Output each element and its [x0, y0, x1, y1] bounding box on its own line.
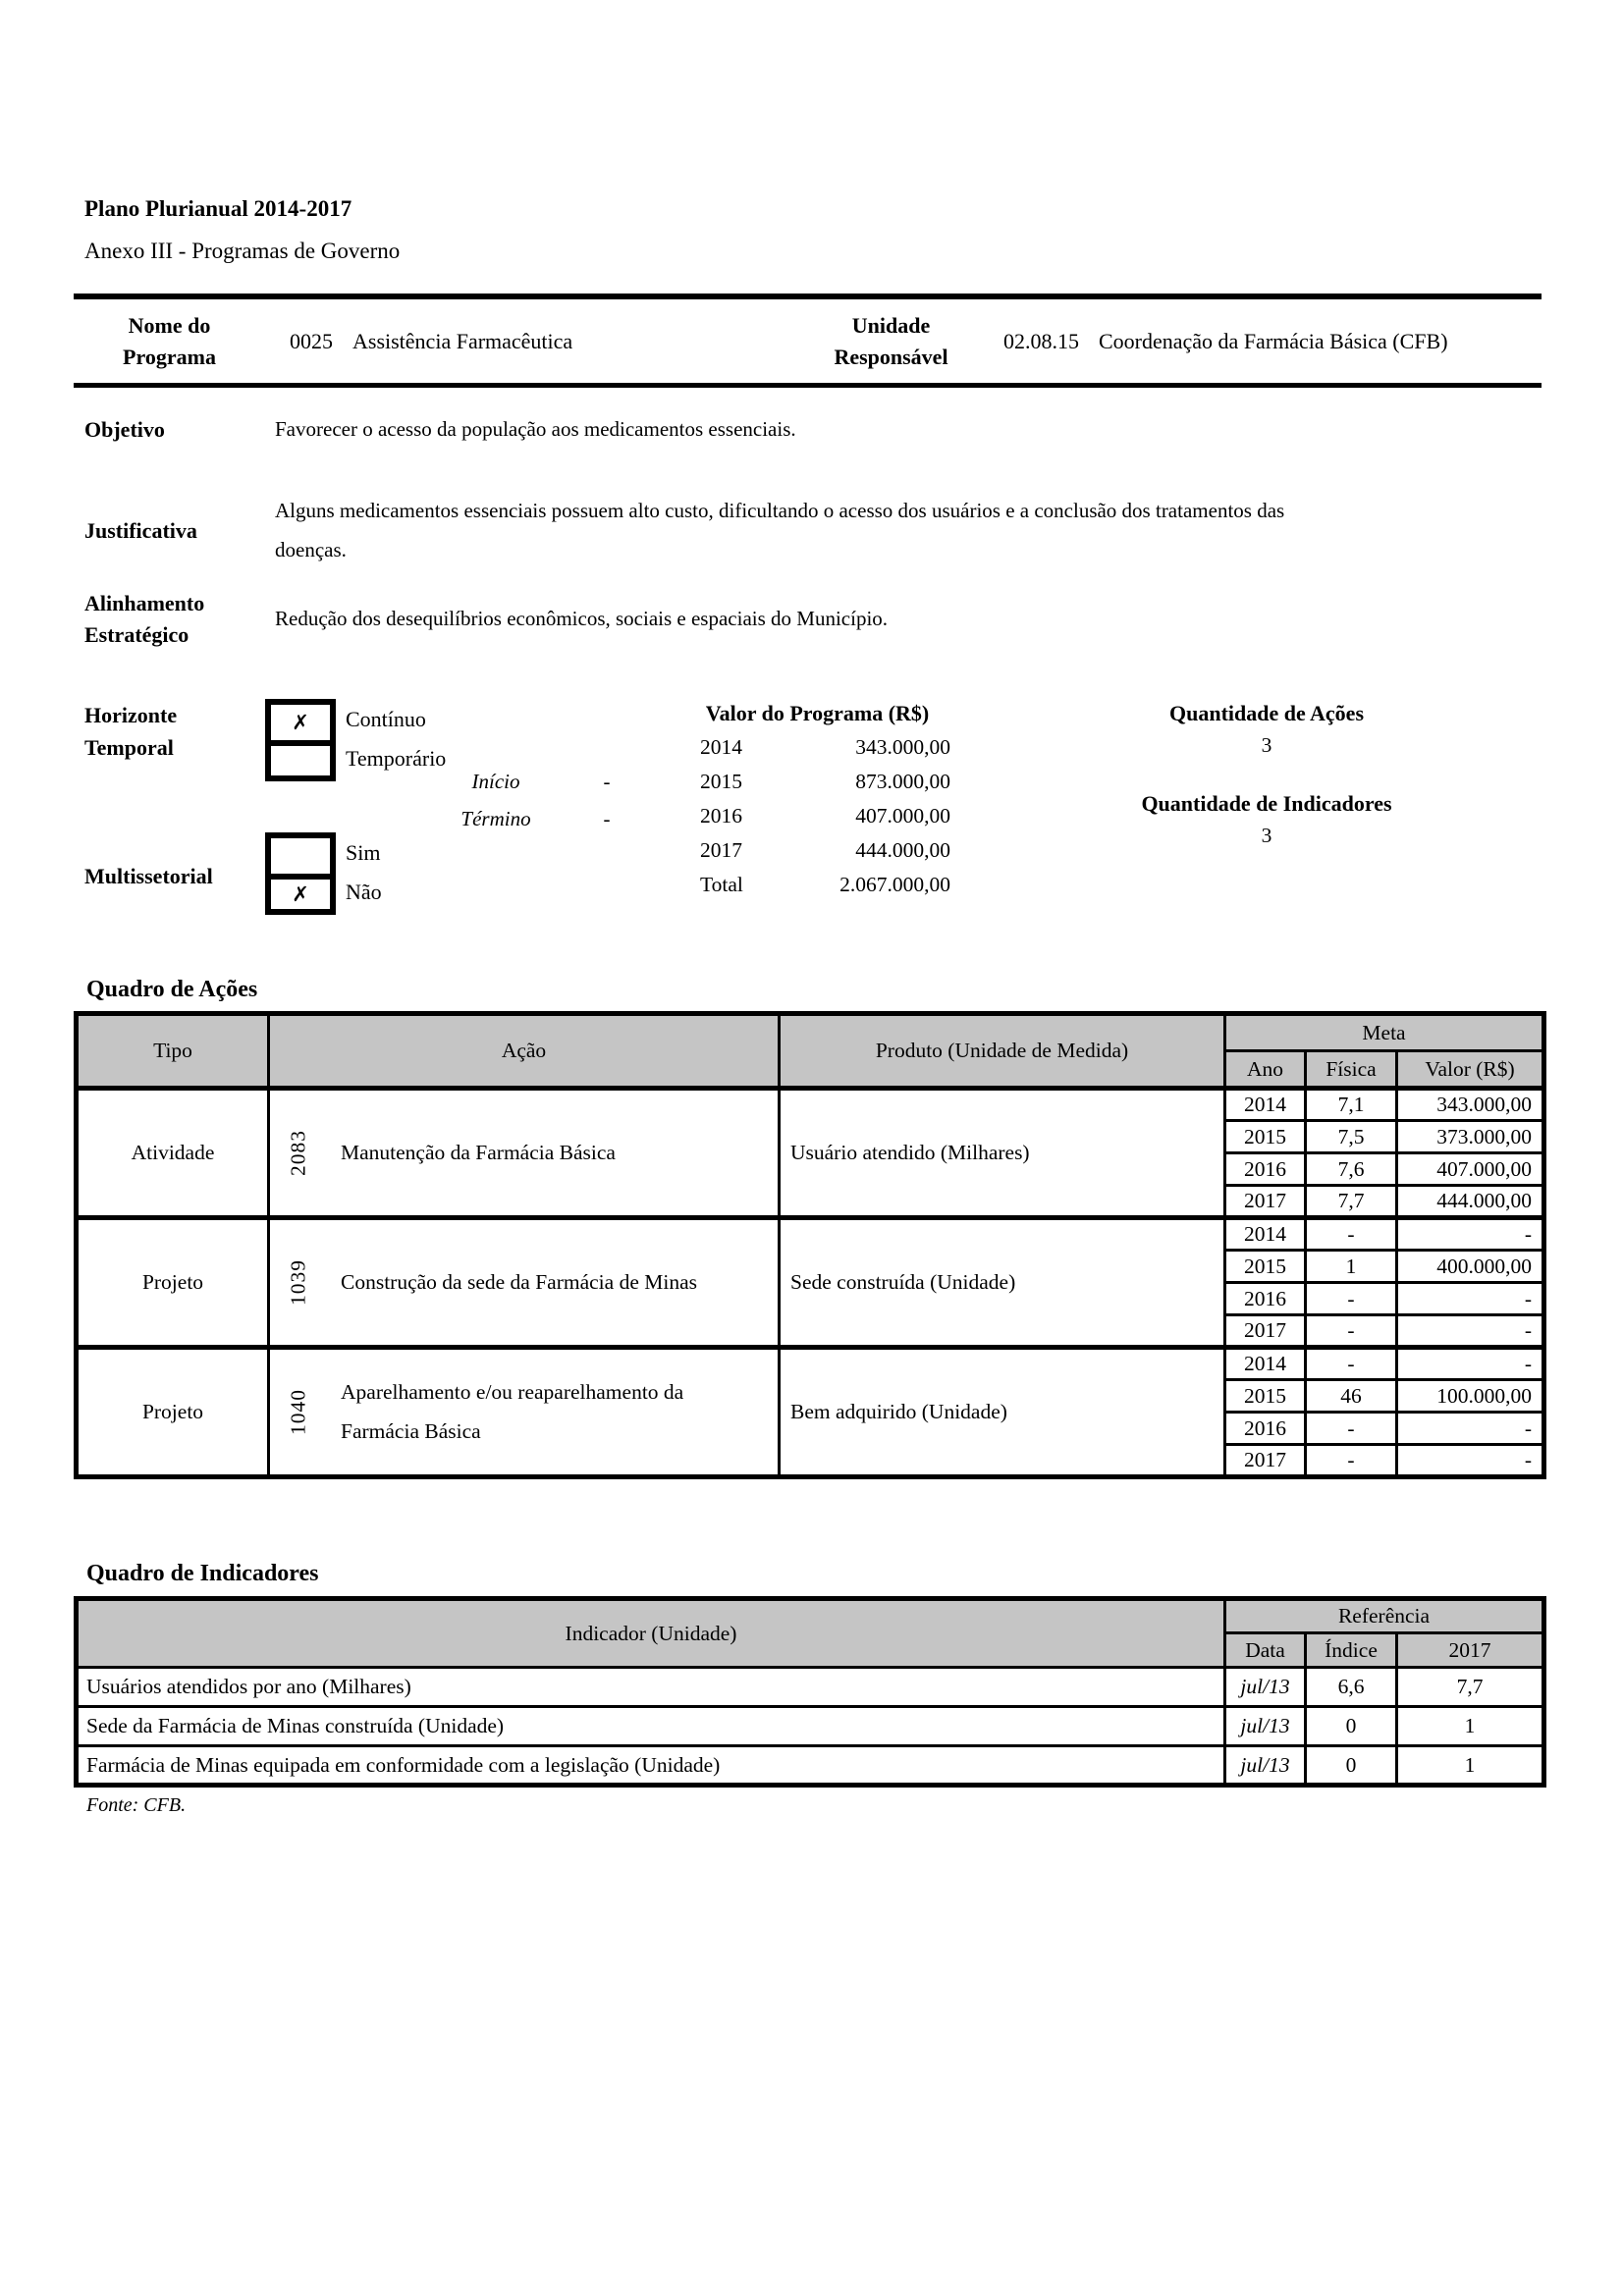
indicador-indice: 0	[1306, 1746, 1397, 1786]
quadro-indicadores-table	[74, 1596, 1546, 1788]
acao-produto: Bem adquirido (Unidade)	[780, 1348, 1225, 1477]
acao-tipo: Projeto	[77, 1218, 269, 1348]
program-header-band	[74, 294, 1542, 388]
meta-ano: 2014	[1225, 1348, 1306, 1380]
valor-programa-header: Valor do Programa (R$)	[705, 701, 930, 725]
valor-row	[673, 799, 962, 833]
indicadores-header-row-1	[77, 1599, 1544, 1633]
meta-fisica: -	[1306, 1413, 1397, 1445]
acao-cell	[269, 1348, 780, 1477]
unit-value	[982, 329, 1542, 354]
meta-valor: 343.000,00	[1397, 1089, 1544, 1121]
acao-codigo: 1040	[286, 1388, 310, 1435]
meta-fisica: -	[1306, 1445, 1397, 1477]
col-header-2017: 2017	[1397, 1633, 1544, 1668]
indicador-indice: 0	[1306, 1707, 1397, 1746]
meta-fisica: -	[1306, 1283, 1397, 1315]
continuo-label: Contínuo	[346, 707, 426, 731]
doc-subtitle: Anexo III - Programas de Governo	[84, 239, 401, 263]
valor-amount: 343.000,00	[855, 735, 950, 759]
meta-ano: 2017	[1225, 1315, 1306, 1348]
valor-year: 2016	[700, 804, 742, 828]
col-header-fisica: Física	[1306, 1051, 1397, 1089]
indicador-row	[77, 1746, 1544, 1786]
acao-tipo: Atividade	[77, 1089, 269, 1218]
indicador-meta-2017: 1	[1397, 1707, 1544, 1746]
indicador-row	[77, 1707, 1544, 1746]
indicador-nome: Usuários atendidos por ano (Milhares)	[77, 1668, 1225, 1707]
valor-row	[673, 730, 962, 765]
acao-codigo: 1039	[286, 1258, 310, 1306]
horizonte-temporal-label: Horizonte Temporal	[84, 703, 178, 760]
temporario-label: Temporário	[346, 746, 447, 771]
acao-descricao: Construção da sede da Farmácia de Minas	[341, 1269, 697, 1294]
unit-name: Coordenação da Farmácia Básica (CFB)	[1099, 328, 1448, 353]
indicador-nome: Farmácia de Minas equipada em conformidade com a legislação (Unidade)	[77, 1746, 1225, 1786]
alinhamento-text: Redução dos desequilíbrios econômicos, sociais e espaciais do Município.	[275, 606, 889, 630]
col-header-meta: Meta	[1225, 1014, 1544, 1051]
valor-programa-block	[673, 701, 962, 902]
meta-fisica: 7,5	[1306, 1121, 1397, 1153]
meta-valor: -	[1397, 1348, 1544, 1380]
meta-valor: -	[1397, 1445, 1544, 1477]
meta-ano: 2016	[1225, 1413, 1306, 1445]
meta-valor: -	[1397, 1315, 1544, 1348]
unit-label: Unidade Responsável	[834, 312, 948, 369]
col-header-tipo: Tipo	[77, 1014, 269, 1089]
meta-ano: 2016	[1225, 1153, 1306, 1186]
program-name-label: Nome do Programa	[123, 312, 216, 369]
meta-ano: 2014	[1225, 1089, 1306, 1121]
acao-descricao: Manutenção da Farmácia Básica	[341, 1140, 616, 1164]
valor-total-label: Total	[700, 873, 743, 896]
acao-produto: Usuário atendido (Milhares)	[780, 1089, 1225, 1218]
valor-year: 2015	[700, 770, 742, 793]
meta-ano: 2015	[1225, 1380, 1306, 1413]
valor-row	[673, 833, 962, 868]
indicador-data: jul/13	[1225, 1707, 1306, 1746]
valor-total-row	[673, 868, 962, 902]
indicador-row	[77, 1668, 1544, 1707]
objetivo-section	[84, 410, 1538, 450]
sim-label: Sim	[346, 840, 381, 865]
valor-amount: 407.000,00	[855, 804, 950, 828]
meta-valor: 100.000,00	[1397, 1380, 1544, 1413]
meta-fisica: 7,1	[1306, 1089, 1397, 1121]
alinhamento-label: Alinhamento Estratégico	[84, 590, 205, 647]
meta-ano: 2015	[1225, 1251, 1306, 1283]
meta-valor: -	[1397, 1283, 1544, 1315]
meta-fisica: 1	[1306, 1251, 1397, 1283]
objetivo-text: Favorecer o acesso da população aos medicamentos essenciais.	[275, 417, 796, 442]
multissetorial-label: Multissetorial	[84, 864, 213, 888]
objetivo-label: Objetivo	[84, 417, 165, 443]
meta-fisica: 46	[1306, 1380, 1397, 1413]
col-header-produto: Produto (Unidade de Medida)	[780, 1014, 1225, 1089]
indicador-meta-2017: 1	[1397, 1746, 1544, 1786]
acao-cell	[269, 1089, 780, 1218]
justificativa-label: Justificativa	[84, 517, 197, 543]
col-header-indice: Índice	[1306, 1633, 1397, 1668]
indicador-indice: 6,6	[1306, 1668, 1397, 1707]
acao-codigo: 2083	[286, 1129, 310, 1176]
meta-valor: 407.000,00	[1397, 1153, 1544, 1186]
meta-ano: 2017	[1225, 1445, 1306, 1477]
meta-valor: -	[1397, 1218, 1544, 1251]
acoes-meta-row	[77, 1218, 1544, 1251]
horizonte-checkbox-group	[265, 699, 336, 781]
meta-valor: -	[1397, 1413, 1544, 1445]
valor-row	[673, 765, 962, 799]
valor-year: 2014	[700, 735, 742, 759]
meta-fisica: 7,6	[1306, 1153, 1397, 1186]
justificativa-text: Alguns medicamentos essenciais possuem alto custo, dificultando o acesso dos usuários e a conclusão dos tratamentos das doenças.	[275, 498, 1285, 561]
meta-ano: 2014	[1225, 1218, 1306, 1251]
meta-ano: 2016	[1225, 1283, 1306, 1315]
quantidade-indicadores-label: Quantidade de Indicadores	[1141, 791, 1392, 816]
indicador-nome: Sede da Farmácia de Minas construída (Unidade)	[77, 1707, 1225, 1746]
indicador-meta-2017: 7,7	[1397, 1668, 1544, 1707]
unit-code: 02.08.15	[1003, 328, 1079, 353]
nao-checkbox: ✗	[271, 874, 330, 909]
meta-valor: 373.000,00	[1397, 1121, 1544, 1153]
indicador-data: jul/13	[1225, 1746, 1306, 1786]
quadro-acoes-heading: Quadro de Ações	[86, 977, 258, 1002]
inicio-label: Início	[471, 770, 520, 793]
meta-fisica: -	[1306, 1315, 1397, 1348]
termino-value: -	[603, 807, 611, 830]
multissetorial-checkbox-group	[265, 832, 336, 915]
quantidades-block	[1114, 701, 1419, 848]
meta-valor: 400.000,00	[1397, 1251, 1544, 1283]
col-header-indicador: Indicador (Unidade)	[77, 1599, 1225, 1668]
quantidade-indicadores-value: 3	[1261, 824, 1272, 847]
indicador-data: jul/13	[1225, 1668, 1306, 1707]
sim-checkbox	[271, 838, 330, 874]
doc-title: Plano Plurianual 2014-2017	[84, 196, 352, 221]
quantidade-acoes-value: 3	[1261, 733, 1272, 757]
col-header-data: Data	[1225, 1633, 1306, 1668]
valor-total-amount: 2.067.000,00	[839, 873, 950, 896]
quadro-acoes-table	[74, 1011, 1546, 1479]
program-name: Assistência Farmacêutica	[352, 328, 573, 353]
col-header-ano: Ano	[1225, 1051, 1306, 1089]
col-header-referencia: Referência	[1225, 1599, 1544, 1633]
inicio-value: -	[603, 770, 611, 793]
acao-descricao: Aparelhamento e/ou reaparelhamento da Farmácia Básica	[341, 1379, 684, 1443]
valor-amount: 444.000,00	[855, 838, 950, 862]
meta-fisica: -	[1306, 1348, 1397, 1380]
acao-produto: Sede construída (Unidade)	[780, 1218, 1225, 1348]
acoes-meta-row	[77, 1089, 1544, 1121]
temporario-checkbox	[271, 740, 330, 775]
acao-tipo: Projeto	[77, 1348, 269, 1477]
fonte-note: Fonte: CFB.	[86, 1794, 187, 1816]
acoes-meta-row	[77, 1348, 1544, 1380]
quadro-indicadores-heading: Quadro de Indicadores	[86, 1561, 319, 1586]
termino-label: Término	[460, 807, 531, 830]
program-code: 0025	[290, 328, 333, 353]
nao-label: Não	[346, 880, 382, 904]
acoes-header-row-1	[77, 1014, 1544, 1051]
valor-amount: 873.000,00	[855, 770, 950, 793]
valor-year: 2017	[700, 838, 742, 862]
program-name-value	[265, 329, 800, 354]
col-header-valor: Valor (R$)	[1397, 1051, 1544, 1089]
meta-fisica: 7,7	[1306, 1186, 1397, 1218]
col-header-acao: Ação	[269, 1014, 780, 1089]
meta-valor: 444.000,00	[1397, 1186, 1544, 1218]
meta-ano: 2015	[1225, 1121, 1306, 1153]
quantidade-acoes-label: Quantidade de Ações	[1168, 701, 1365, 725]
acao-cell	[269, 1218, 780, 1348]
meta-ano: 2017	[1225, 1186, 1306, 1218]
meta-fisica: -	[1306, 1218, 1397, 1251]
continuo-checkbox: ✗	[292, 711, 309, 734]
justificativa-section	[84, 479, 1538, 582]
alinhamento-section	[84, 577, 1538, 661]
